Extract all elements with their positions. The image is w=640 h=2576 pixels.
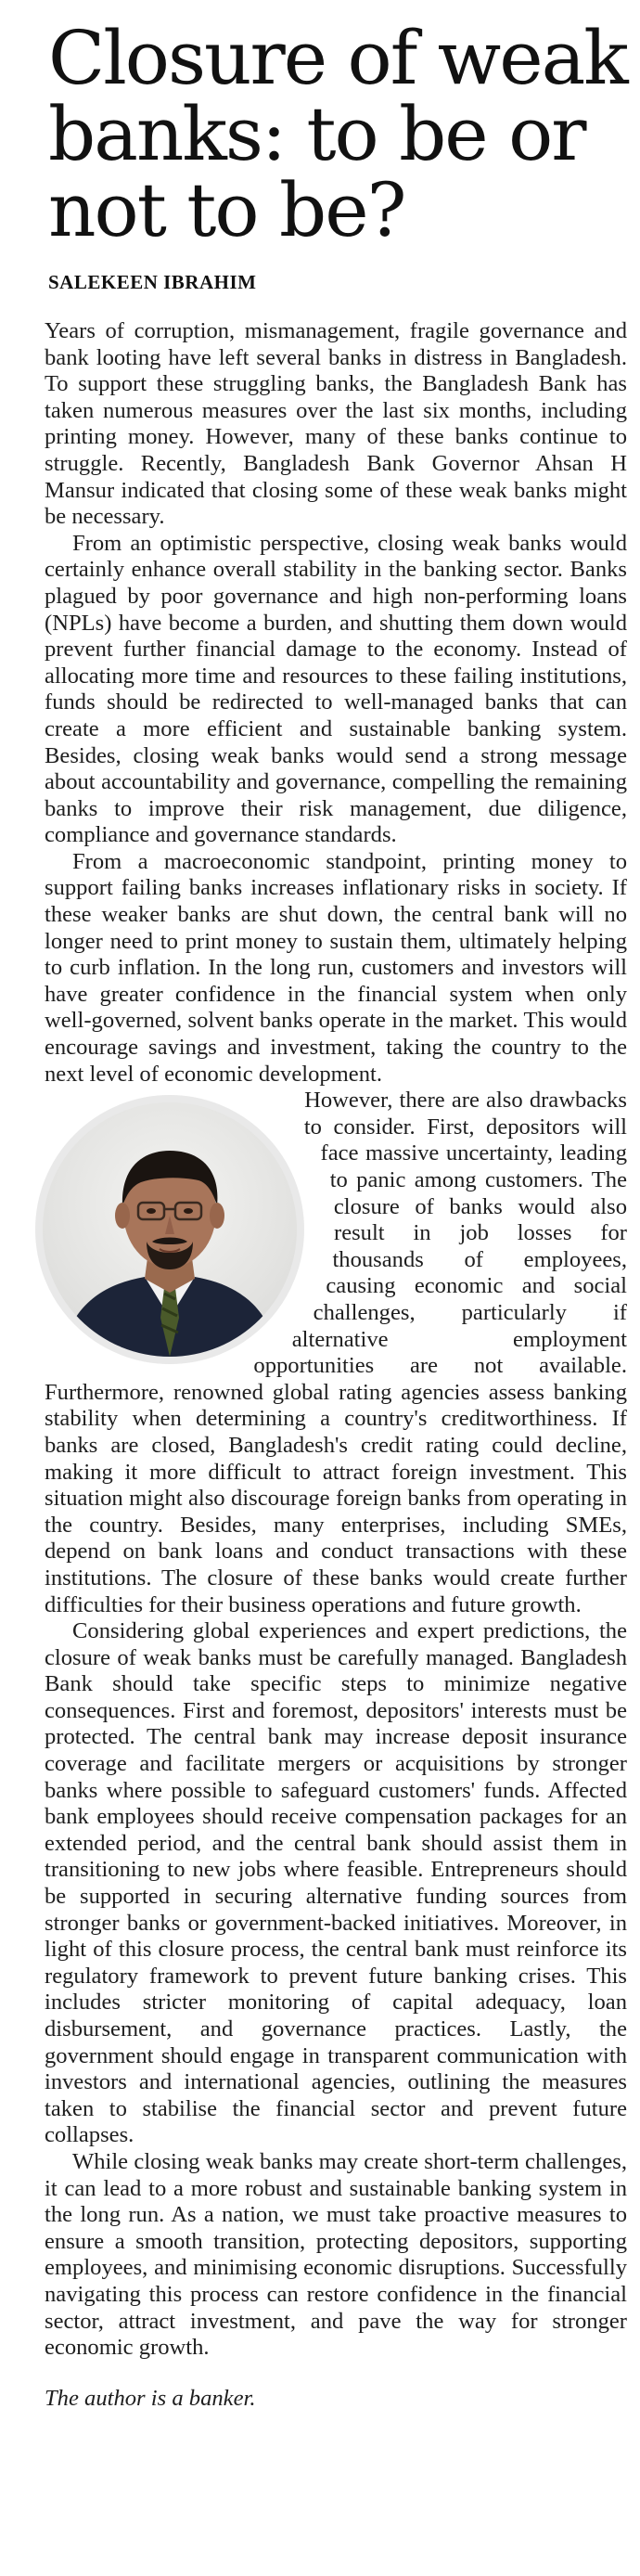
paragraph-6: While closing weak banks may create short-term challenges, it can lead to a more robust and sustainable banking system in the long run. As a nation, we must take proactive measures to ensure a smooth transition, protecting depositors, supporting employees, and minimising economic disruptions. Successfully navigating this process can restore confidence in the financial sector, attract investment, and pave the way for stronger economic growth.	[45, 2148, 627, 2361]
paragraph-2: From an optimistic perspective, closing weak banks would certainly enhance overall stability in the banking sector. Banks plagued by poor governance and high non-performing loans (NPLs) have become a burden, and shutting them down would prevent further financial damage to the economy. Instead of allocating more time and resources to these failing institutions, funds should be redirected to well-managed banks that can create a more efficient and sustainable banking system. Besides, closing weak banks would send a strong message about accountability and governance, compelling the remaining banks to improve their risk management, due diligence, compliance and governance standards.	[45, 530, 627, 848]
author-portrait-icon	[35, 1095, 304, 1364]
headline: Closure of weak banks: to be or not to be?	[48, 15, 627, 253]
paragraph-3: From a macroeconomic standpoint, printing money to support failing banks increases inflationary risks in society. If these weaker banks are shut down, the central bank will no longer need to print money to sustain them, ultimately helping to curb inflation. In the long run, customers and investors will have greater confidence in the financial system when only well-governed, solvent banks operate in the market. This would encourage savings and investment, taking the country to the next level of economic development.	[45, 848, 627, 1087]
paragraph-4: However, there are also drawbacks to consider. First, depositors will face massive uncertainty, leading to panic among customers. The closure of banks would also result in job losses for thousands of employees, causing economic and social challenges, particularly if alternative employment opportunities are not available. Furthermore, renowned global rating agencies assess banking stability when determining a country's creditworthiness. If banks are closed, Bangladesh's credit rating could decline, making it more difficult to attract foreign investment. This situation might also discourage foreign banks from operating in the country. Besides, many enterprises, including SMEs, depend on bank loans and conduct transactions with these institutions. The closure of these banks would create further difficulties for their business operations and future growth.	[45, 1088, 627, 1617]
paragraph-5: Considering global experiences and expert predictions, the closure of weak banks must be carefully managed. Bangladesh Bank should take specific steps to minimize negative consequences. First and foremost, depositors' interests must be protected. The central bank may increase deposit insurance coverage and facilitate mergers or acquisitions by stronger banks where possible to safeguard customers' funds. Affected bank employees should receive compensation packages for an extended period, and the central bank should assist them in transitioning to new jobs where feasible. Entrepreneurs should be supported in securing alternative funding sources from stronger banks or government-backed initiatives. Moreover, in light of this closure process, the central bank must reinforce its regulatory framework to prevent future banking crises. This includes stricter monitoring of capital adequacy, loan disbursement, and governance practices. Lastly, the government should engage in transparent communication with investors and international agencies, outlining the measures taken to stabilise the financial sector and prevent future collapses.	[45, 1618, 627, 2148]
paragraph-1: Years of corruption, mismanagement, fragile governance and bank looting have left several banks in distress in Bangladesh. To support these struggling banks, the Bangladesh Bank has taken numerous measures over the last six months, including printing money. However, many of these banks continue to struggle. Recently, Bangladesh Bank Governor Ahsan H Mansur indicated that closing some of these weak banks might be necessary.	[45, 318, 627, 530]
article-body	[45, 318, 627, 2362]
portrait-drawing	[43, 1102, 297, 1357]
byline: SALEKEEN IBRAHIM	[48, 271, 257, 293]
author-photo	[24, 1093, 321, 1370]
author-note: The author is a banker.	[45, 2385, 256, 2411]
